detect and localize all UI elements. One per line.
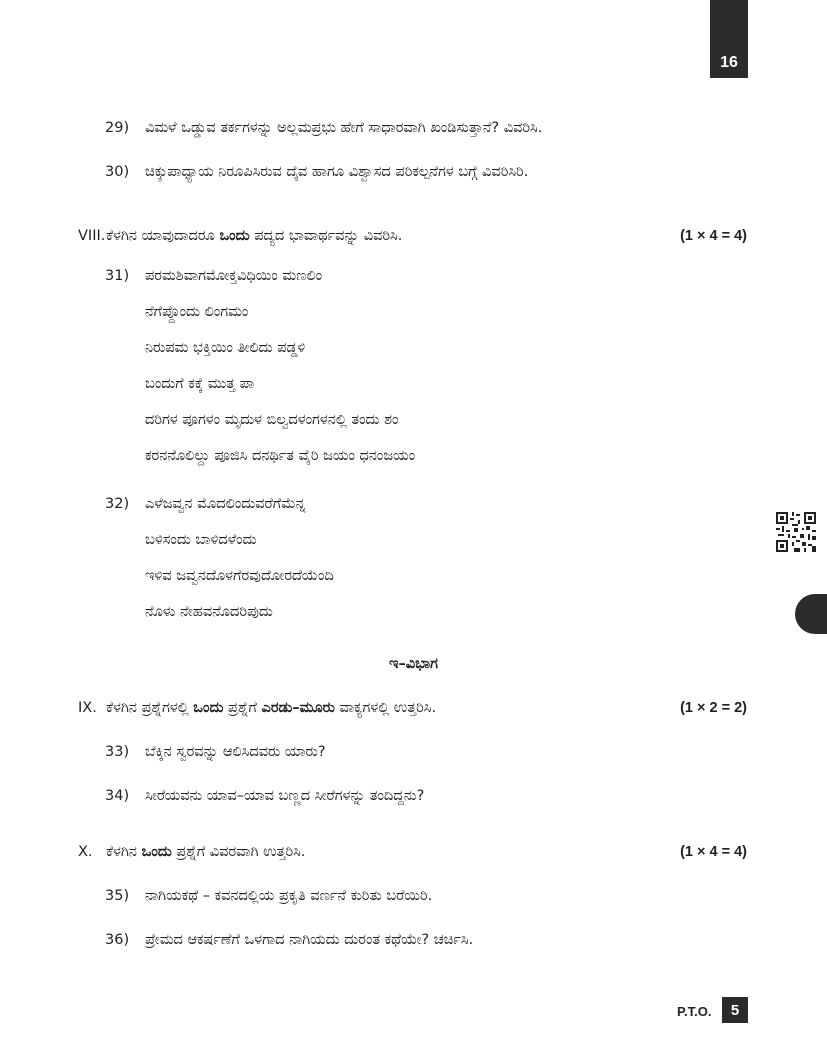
instruction-part: ಕೆಳಗಿನ ಪ್ರಶ್ನೆಗಳಲ್ಲಿ bbox=[106, 700, 194, 716]
section-number: VIII. bbox=[78, 228, 106, 244]
question-text: ಪ್ರೇಮದ ಆಕರ್ಷಣೆಗೆ ಒಳಗಾದ ನಾಗಿಯದು ದುರಂತ ಕಥೆಯೇ? ಚರ್ಚಿಸಿ. bbox=[145, 932, 474, 948]
poem-line: ದರಿಗಳ ಪೂಗಳಂ ಮೃದುಳ ಬಿಲ್ವದಳಂಗಳನಲ್ಲಿ ತಂದು ಶಂ bbox=[145, 412, 399, 428]
instruction-part: ಕೆಳಗಿನ ಯಾವುದಾದರೂ bbox=[106, 228, 220, 244]
page-number-box bbox=[722, 997, 748, 1023]
question-number: 34) bbox=[105, 788, 130, 804]
section-instruction bbox=[106, 844, 305, 860]
instruction-emphasis: ಒಂದು bbox=[141, 844, 172, 860]
instruction-part: ಪ್ರಶ್ನೆಗೆ ವಿವರವಾಗಿ ಉತ್ತರಿಸಿ. bbox=[171, 844, 306, 860]
question-text: ವಿಮಳೆ ಒಡ್ಡುವ ತರ್ಕಗಳನ್ನು ಅಲ್ಲಮಪ್ರಭು ಹೇಗೆ ಸಾಧಾರವಾಗಿ ಖಂಡಿಸುತ್ತಾನೆ? ವಿವರಿಸಿ. bbox=[145, 120, 543, 136]
section-instruction bbox=[106, 228, 402, 244]
instruction-emphasis: ಎರಡು–ಮೂರು bbox=[261, 700, 335, 716]
question-number: 32) bbox=[105, 496, 130, 512]
question-number: 31) bbox=[105, 268, 130, 284]
poem-line: ಬಂದುಗೆ ಕಕ್ಕೆ ಮುತ್ತ ಪಾ bbox=[145, 376, 255, 392]
poem-line: ನಿರುಪಮ ಭಕ್ತಿಯಿಂ ತೀಲಿದು ಪಡ್ಡಳಿ bbox=[145, 340, 306, 356]
poem-line: ಇಳಿವ ಜವ್ವನದೊಳಗೆರವುದೋರದೆಯೆಂದಿ bbox=[145, 568, 334, 584]
qr-code-icon bbox=[776, 512, 816, 552]
question-number: 29) bbox=[105, 120, 130, 136]
instruction-part: ಪದ್ಯದ ಭಾವಾರ್ಥವನ್ನು ವಿವರಿಸಿ. bbox=[249, 228, 403, 244]
poem-line: ಎಳೆಜವ್ವನ ಮೊದಲಿಂದುವರೆಗೆಮೆನ್ನ bbox=[145, 496, 306, 512]
question-text: ನಾಗಿಯಕಥೆ – ಕವನದಲ್ಲಿಯ ಪ್ರಕೃತಿ ವರ್ಣನೆ ಕುರಿತು ಬರೆಯಿರಿ. bbox=[145, 888, 433, 904]
section-marks: (1 × 2 = 2) bbox=[680, 700, 747, 716]
instruction-part: ಪ್ರಶ್ನೆಗೆ bbox=[223, 700, 262, 716]
instruction-part: ವಾಕ್ಯಗಳಲ್ಲಿ ಉತ್ತರಿಸಿ. bbox=[334, 700, 437, 716]
poem-line: ನೆಗೆಪ್ದೊಂದು ಲಿಂಗಮಂ bbox=[145, 304, 249, 320]
instruction-emphasis: ಒಂದು bbox=[219, 228, 250, 244]
poem-line: ಬಳಿಸಂದು ಬಾಳಿದಳೆಂದು bbox=[145, 532, 257, 548]
question-number: 30) bbox=[105, 164, 130, 180]
section-marks: (1 × 4 = 4) bbox=[680, 228, 747, 244]
section-instruction bbox=[106, 700, 436, 716]
question-text: ಬೆಕ್ಕಿನ ಸ್ವರವನ್ನು ಆಲಿಸಿದವರು ಯಾರು? bbox=[145, 744, 326, 760]
section-number: X. bbox=[78, 844, 93, 860]
question-text: ಚಿಕ್ಕುಪಾಧ್ಯಾಯ ನಿರೂಪಿಸಿರುವ ದೈವ ಹಾಗೂ ವಿಶ್ವಾಸದ ಪರಿಕಲ್ಪನೆಗಳ ಬಗ್ಗೆ ವಿವರಿಸಿರಿ. bbox=[145, 164, 529, 180]
question-number: 33) bbox=[105, 744, 130, 760]
question-number: 36) bbox=[105, 932, 130, 948]
pto-label: P.T.O. bbox=[677, 1004, 712, 1019]
section-marks: (1 × 4 = 4) bbox=[680, 844, 747, 860]
part-heading: ಇ–ವಿಭಾಗ bbox=[389, 656, 438, 672]
side-tab bbox=[795, 594, 827, 634]
instruction-part: ಕೆಳಗಿನ bbox=[106, 844, 142, 860]
instruction-emphasis: ಒಂದು bbox=[193, 700, 224, 716]
page-number: 5 bbox=[730, 1001, 740, 1019]
page-tab bbox=[710, 0, 748, 78]
section-number: IX. bbox=[78, 700, 97, 716]
page-tab-number: 16 bbox=[720, 54, 738, 71]
poem-line: ನೊಳು ನೇಹವನೊದರಿಪುದು bbox=[145, 604, 273, 620]
question-text: ಸೀರೆಯವನು ಯಾವ–ಯಾವ ಬಣ್ಣದ ಸೀರೆಗಳನ್ನು ತಂದಿದ್ದನು? bbox=[145, 788, 425, 804]
poem-line: ಪರಮಶಿವಾಗಮೋಕ್ತವಿಧಿಯಿಂ ಮಣಲಿಂ bbox=[145, 268, 323, 284]
poem-line: ಕರನನೊಲಿಲ್ದು ಪೂಜಿಸಿ ದನರ್ಥಿತ ವೈರಿ ಜಯಂ ಧನಂಜಯಂ bbox=[145, 448, 416, 464]
question-number: 35) bbox=[105, 888, 130, 904]
